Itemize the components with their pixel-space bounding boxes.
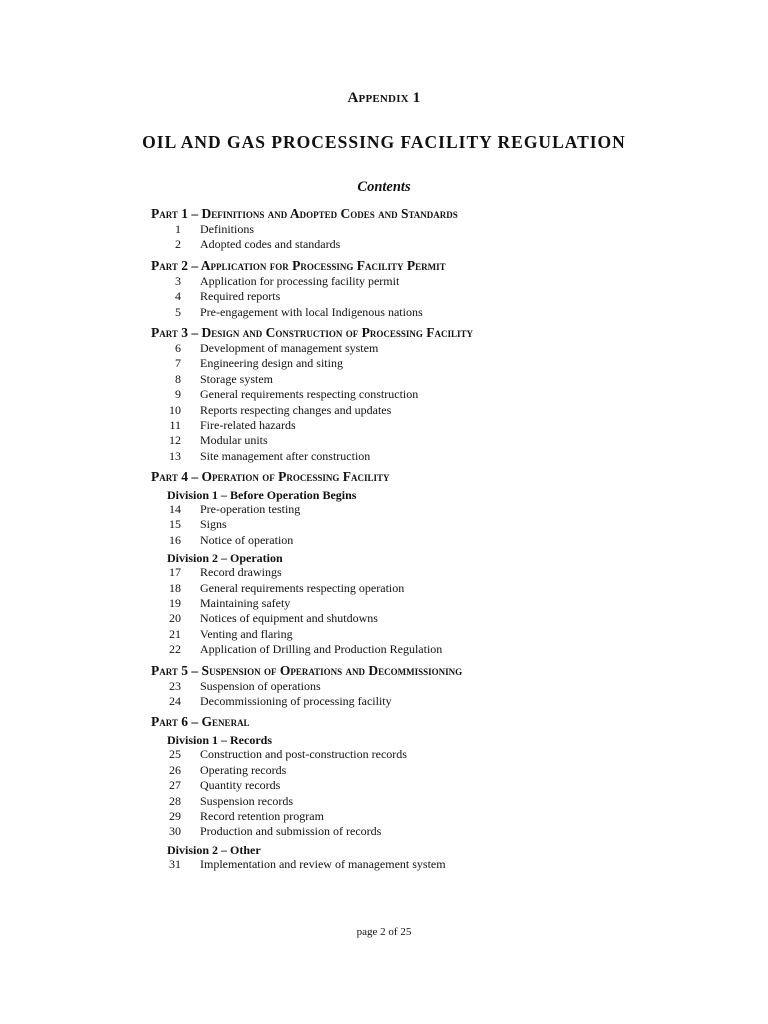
section-number: 19 [169, 596, 181, 611]
toc-entry [151, 565, 691, 580]
section-number: 31 [169, 856, 181, 871]
section-title: Notice of operation [200, 532, 294, 547]
section-title: Suspension of operations [200, 678, 321, 693]
section-title: Pre-engagement with local Indigenous nations [200, 304, 423, 319]
toc-entry [151, 502, 691, 517]
section-number: 17 [169, 565, 181, 580]
toc-entry [151, 642, 691, 657]
section-title: Quantity records [200, 778, 281, 793]
toc-entry [151, 611, 691, 626]
section-title: General requirements respecting operation [200, 580, 405, 595]
division-title: Division 2 – Operation [167, 551, 283, 566]
section-title: Fire-related hazards [200, 417, 296, 432]
section-number: 16 [169, 532, 181, 547]
section-number: 5 [175, 304, 181, 319]
page-number: page 2 of 25 [356, 926, 412, 938]
section-title: Definitions [200, 222, 254, 236]
toc-entry [151, 747, 691, 762]
toc-entry [151, 433, 691, 448]
section-title: Record drawings [200, 565, 282, 580]
section-number: 20 [169, 611, 181, 626]
section-number: 3 [175, 273, 181, 288]
section-title: Production and submission of records [200, 824, 382, 839]
appendix-heading: Appendix 1 [347, 90, 421, 106]
section-number: 13 [169, 448, 181, 463]
toc-entry [151, 274, 691, 289]
division-title: Division 1 – Before Operation Begins [167, 488, 357, 503]
section-title: Record retention program [200, 808, 324, 823]
section-number: 9 [175, 387, 181, 402]
toc-entry [151, 222, 691, 237]
toc-entry [151, 356, 691, 371]
toc-entry [151, 418, 691, 433]
section-title: Adopted codes and standards [200, 237, 341, 252]
toc-entry [151, 824, 691, 839]
section-number: 11 [169, 417, 181, 432]
part-title: Part 5 – Suspension of Operations and Decommissioning [151, 662, 463, 678]
section-number: 2 [175, 237, 181, 252]
toc-entry [151, 794, 691, 809]
section-number: 7 [175, 356, 181, 371]
toc-entry [151, 237, 691, 252]
section-number: 6 [175, 340, 181, 355]
toc-entry [151, 581, 691, 596]
toc-entry [151, 341, 691, 356]
toc-part [151, 205, 691, 253]
toc-entry [151, 449, 691, 464]
section-number: 29 [169, 808, 181, 823]
toc-entry [151, 305, 691, 320]
section-title: Application of Drilling and Production Regulation [200, 642, 443, 657]
toc-part [151, 662, 691, 710]
part-title: Part 1 – Definitions and Adopted Codes and Standards [151, 206, 458, 221]
section-title: Maintaining safety [200, 596, 291, 611]
toc-entry [151, 694, 691, 709]
section-title: Signs [200, 517, 227, 532]
division-title: Division 2 – Other [167, 842, 261, 857]
section-title: Pre-operation testing [200, 502, 301, 517]
toc-part [151, 257, 691, 320]
division-title: Division 1 – Records [167, 733, 272, 748]
section-title: General requirements respecting construction [200, 387, 419, 402]
section-title: Implementation and review of management system [200, 856, 446, 871]
toc-entry [151, 627, 691, 642]
toc-part [151, 713, 691, 872]
section-number: 8 [175, 371, 181, 386]
part-title: Part 2 – Application for Processing Facility Permit [151, 257, 446, 273]
part-title: Part 4 – Operation of Processing Facility [151, 469, 390, 485]
section-number: 26 [169, 762, 181, 777]
section-number: 10 [169, 402, 181, 417]
section-title: Suspension records [200, 793, 293, 808]
section-title: Venting and flaring [200, 626, 293, 641]
section-title: Development of management system [200, 340, 379, 355]
toc-entry [151, 387, 691, 402]
part-title: Part 3 – Design and Construction of Processing Facility [151, 324, 473, 340]
contents-heading: Contents [357, 179, 411, 195]
toc-part [151, 468, 691, 658]
section-number: 21 [169, 626, 181, 641]
section-title: Operating records [200, 762, 287, 777]
regulation-title: OIL AND GAS PROCESSING FACILITY REGULATION [142, 132, 626, 152]
toc-entry [151, 809, 691, 824]
section-title: Site management after construction [200, 448, 371, 463]
section-title: Required reports [200, 289, 281, 304]
toc-part [151, 324, 691, 464]
section-number: 23 [169, 678, 181, 693]
section-number: 12 [169, 433, 181, 448]
section-number: 1 [175, 222, 181, 236]
toc-entry [151, 533, 691, 548]
section-title: Reports respecting changes and updates [200, 402, 392, 417]
toc-entry [151, 679, 691, 694]
section-title: Notices of equipment and shutdowns [200, 611, 378, 626]
section-title: Engineering design and siting [200, 356, 343, 371]
section-number: 28 [169, 793, 181, 808]
part-title: Part 6 – General [151, 714, 250, 730]
section-title: Decommissioning of processing facility [200, 693, 392, 708]
toc-entry [151, 403, 691, 418]
section-number: 18 [169, 580, 181, 595]
toc-entry [151, 763, 691, 778]
toc-entry [151, 517, 691, 532]
toc-entry [151, 596, 691, 611]
section-number: 22 [169, 642, 181, 657]
section-title: Application for processing facility permit [200, 273, 400, 288]
toc-entry [151, 372, 691, 387]
section-number: 15 [169, 517, 181, 532]
section-number: 14 [169, 502, 181, 517]
toc-entry [151, 289, 691, 304]
section-number: 4 [175, 289, 181, 304]
section-title: Storage system [200, 371, 273, 386]
section-number: 30 [169, 824, 181, 839]
table-of-contents [151, 205, 691, 876]
section-number: 24 [169, 693, 181, 708]
section-title: Construction and post-construction records [200, 747, 407, 762]
toc-entry [151, 778, 691, 793]
section-number: 25 [169, 747, 181, 762]
toc-entry [151, 857, 691, 872]
section-title: Modular units [200, 433, 268, 448]
section-number: 27 [169, 778, 181, 793]
